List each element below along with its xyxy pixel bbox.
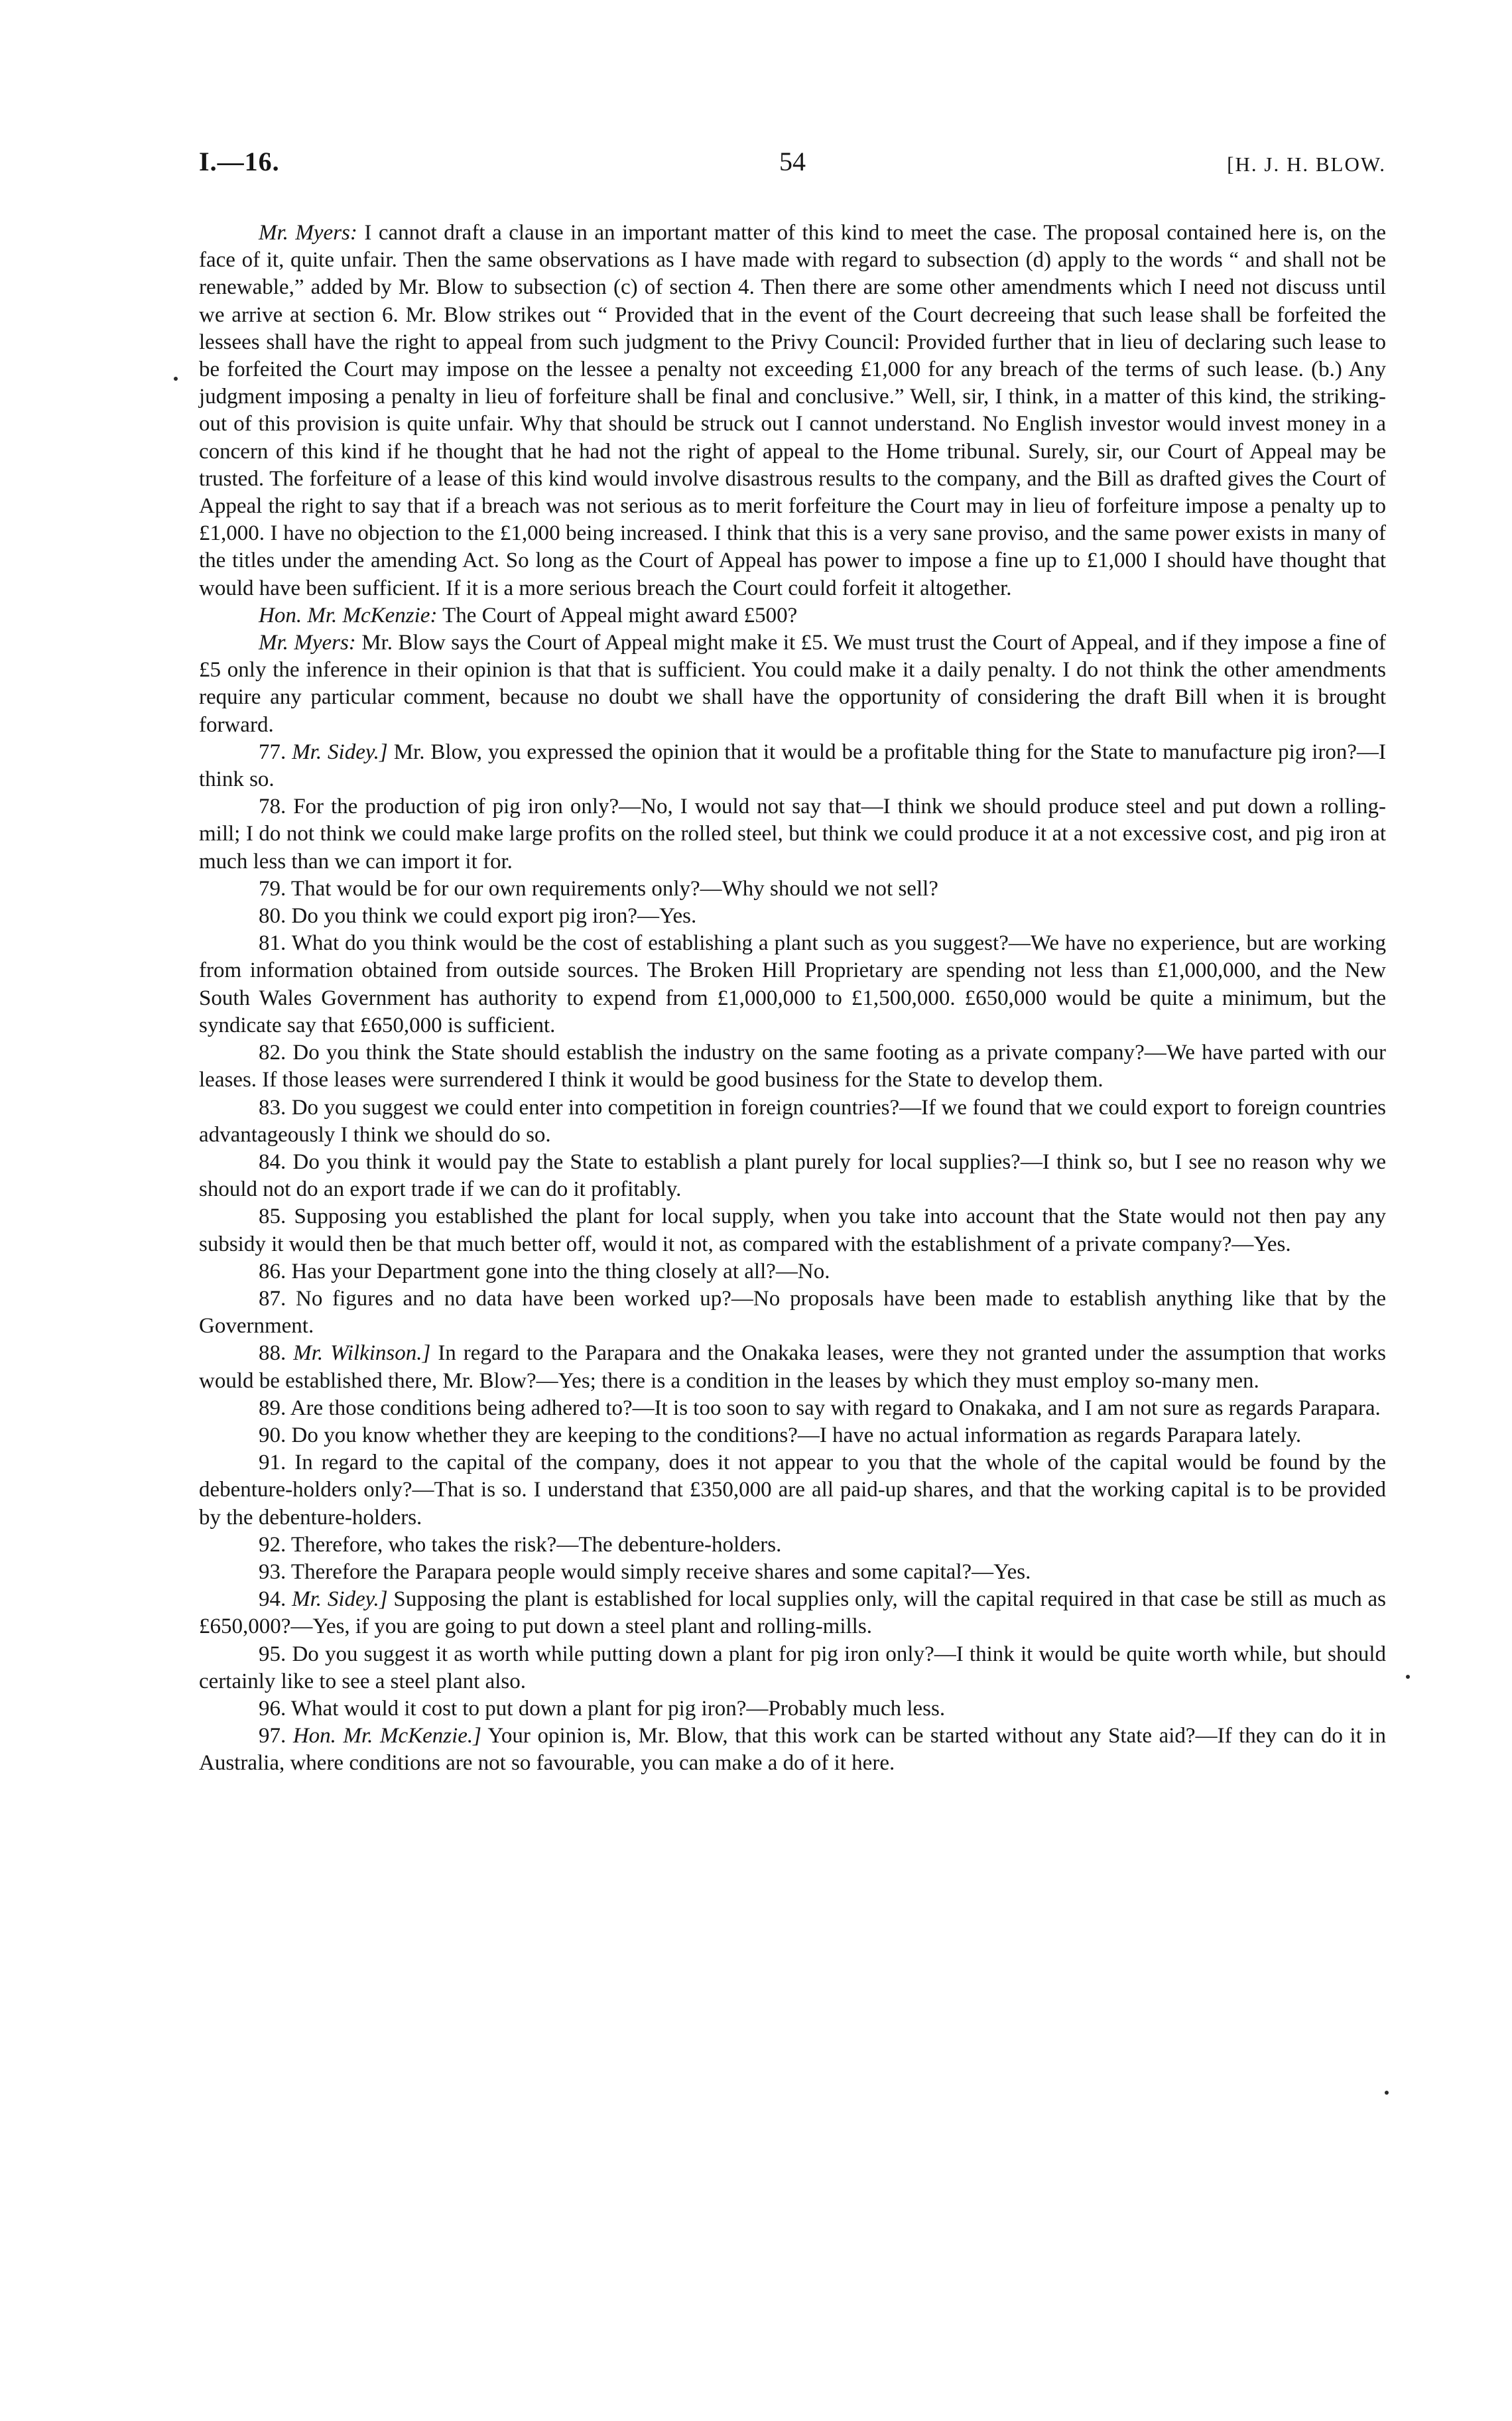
question-number: 97. [259,1724,293,1748]
question-number: 90. [259,1423,292,1447]
paragraph-text: Do you think the State should establish the industry on the same footing as a private company?—We have parted with our leases. If those leases were surrendered I think it would be good business for the State to develop them. [199,1041,1386,1092]
testimony-paragraph [199,1149,1386,1203]
paragraph-text: Mr. Blow says the Court of Appeal might make it £5. We must trust the Court of Appeal, and if they impose a fine of £5 only the inference in their opinion is that that is sufficient. You could make it a daily penalty. I do not think the other amendments require any particular comment, because no doubt we shall have the opportunity of considering the draft Bill when it is brought forward. [199,631,1386,737]
question-number: 84. [259,1149,293,1174]
paragraph-text: Are those conditions being adhered to?—It is too soon to say with regard to Onakaka, and I am not sure as regards Parapara. [290,1396,1381,1420]
testimony-paragraph [199,1532,1386,1559]
paragraph-text: Supposing you established the plant for local supply, when you take into account that the State would not then pay any subsidy it would then be that much better off, would it not, as compared with the establishment of a private company?—Yes. [199,1205,1386,1256]
testimony-paragraph [199,1258,1386,1285]
question-number: 81. [259,931,292,956]
testimony-paragraph [199,1340,1386,1394]
testimony-paragraph [199,1449,1386,1532]
page-header [199,143,1386,196]
speaker-name: Hon. Mr. McKenzie.] [292,1724,482,1748]
speaker-name: Mr. Sidey.] [292,740,388,764]
testimony-paragraph [199,1695,1386,1723]
testimony-paragraph [199,602,1386,629]
testimony-paragraph [199,1285,1386,1340]
document-page [199,143,1386,2385]
question-number: 96. [259,1696,291,1721]
paragraph-text: Do you suggest we could enter into competition in foreign countries?—If we found that we could export to foreign countries advantageously I think we should do so. [199,1095,1387,1147]
testimony-paragraph [199,1723,1386,1777]
testimony-paragraph [199,1559,1386,1586]
paragraph-text: Has your Department gone into the thing closely at all?—No. [291,1259,830,1283]
question-number: 82. [259,1041,293,1065]
paragraph-text: Do you suggest it as worth while putting down a plant for pig iron only?—I think it would be quite worth while, but should certainly like to see a steel plant also. [199,1642,1387,1693]
question-number: 95. [259,1642,292,1666]
question-number: 92. [259,1532,291,1557]
testimony-paragraph [199,876,1386,903]
question-number: 94. [259,1587,292,1612]
speaker-name: Mr. Myers: [259,221,357,245]
testimony-paragraph [199,1422,1386,1449]
paragraph-text: Do you think it would pay the State to establish a plant purely for local supplies?—I think so, but I see no reason why we should not do an export trade if we can do it profitably. [199,1149,1386,1202]
question-number: 88. [259,1341,294,1366]
paragraph-text: I cannot draft a clause in an important matter of this kind to meet the case. The proposal contained here is, on the face of it, quite unfair. Then the same observations as I have made with regard to subsection (d) apply to the words “ and shall not be renewable,” added by Mr. Blow to subsection (c) of section 4. Then there are some other amendments which I need not discuss until we arrive at section 6. Mr. Blow strikes out “ Provided that in the event of the Court decreeing that such lease shall be forfeited the lessees shall have the right to appeal from such judgment to the Privy Council: Provided further that in lieu of declaring such lease to be forfeited the Court may impose on the lessee a penalty not exceeding £1,000 for any breach of the terms of such lease. (b.) Any judgment imposing a penalty in lieu of forfeiture shall be final and conclusive.” Well, sir, I think, in a matter of this kind, the striking-out of this provision is quite unfair. Why that should be struck out I cannot understand. No English investor would invest money in a concern of this kind if he thought that he had not the right of appeal to the Home tribunal. Surely, sir, our Court of Appeal may be trusted. The forfeiture of a lease of this kind would involve disastrous results to the company, and the Bill as drafted gives the Court of Appeal the right to say that if a breach was not serious as to merit forfeiture the Court may in lieu of forfeiture impose a penalty up to £1,000. I have no objection to the £1,000 being increased. I think that this is a very sane proviso, and the same power exists in many of the titles under the amending Act. So long as the Court of Appeal has power to impose a fine up to £1,000 I should have thought that would have been sufficient. If it is a more serious breach the Court could forfeit it altogether. [199,221,1386,600]
paragraph-text: No figures and no data have been worked up?—No proposals have been made to establish anything like that by the Government. [199,1286,1386,1339]
question-number: 77. [259,740,292,764]
testimony-paragraph [199,739,1386,793]
question-number: 78. [259,795,294,819]
testimony-paragraph [199,930,1386,1039]
paragraph-text: Supposing the plant is established for local supplies only, will the capital required in that case be still as much as £650,000?—Yes, if you are going to put down a steel plant and rolling-mills. [199,1587,1387,1639]
question-number: 93. [259,1559,291,1584]
paragraph-text: For the production of pig iron only?—No, I would not say that—I think we should produce steel and put down a rolling-mill; I do not think we could make large profits on the rolled steel, but think we could produce it at a not excessive cost, and pig iron at much less than we can import it for. [199,795,1386,874]
witness-name: [H. J. H. BLOW. [1227,153,1386,176]
testimony-paragraph [199,1586,1386,1640]
question-number: 86. [259,1259,292,1283]
question-number: 91. [259,1451,295,1475]
paragraph-text: Therefore the Parapara people would simply receive shares and some capital?—Yes. [290,1559,1031,1584]
question-number: 85. [259,1205,294,1229]
margin-speck [174,377,178,381]
speaker-name: Mr. Myers: [259,631,356,655]
testimony-paragraph [199,629,1386,739]
paragraph-text: That would be for our own requirements only?—Why should we not sell? [290,876,938,901]
speaker-name: Hon. Mr. McKenzie: [259,603,438,627]
paragraph-text: Your opinion is, Mr. Blow, that this work can be started without any State aid?—If they can do it in Australia, where conditions are not so favourable, you can make a do of it here. [199,1724,1386,1776]
testimony-paragraph [199,1039,1386,1094]
testimony-paragraph [199,220,1386,602]
paragraph-text: What would it cost to put down a plant for pig iron?—Probably much less. [290,1696,946,1721]
evidence-body [199,220,1386,1778]
testimony-paragraph [199,1641,1386,1695]
paper-reference: I.—16. [199,147,280,176]
paragraph-text: What do you think would be the cost of establishing a plant such as you suggest?—We have no experience, but are working from information obtained from outside sources. The Broken Hill Proprietary are spending not less than £1,000,000, and the New South Wales Government has authority to expend from £1,000,000 to £1,500,000. £650,000 would be quite a minimum, but the syndicate say that £650,000 is sufficient. [199,931,1386,1037]
margin-speck [1406,1675,1410,1679]
question-number: 89. [259,1396,290,1420]
question-number: 87. [259,1286,296,1311]
paragraph-text: Do you know whether they are keeping to the conditions?—I have no actual information as regards Parapara lately. [291,1423,1302,1447]
paragraph-text: Mr. Blow, you expressed the opinion that it would be a profitable thing for the State to manufacture pig iron?—I think so. [199,740,1387,792]
testimony-paragraph [199,1395,1386,1422]
question-number: 79. [259,876,291,901]
speaker-name: Mr. Sidey.] [292,1587,388,1612]
testimony-paragraph [199,903,1386,930]
testimony-paragraph [199,1094,1386,1149]
paragraph-text: The Court of Appeal might award £500? [437,603,798,627]
testimony-paragraph [199,793,1386,876]
paragraph-text: Therefore, who takes the risk?—The debenture-holders. [290,1532,782,1557]
paragraph-text: In regard to the capital of the company, does it not appear to you that the whole of the capital would be found by the debenture-holders only?—That is so. I understand that £350,000 are all paid-up shares, and that the working capital is to be provided by the debenture-holders. [199,1451,1387,1530]
question-number: 80. [259,904,292,929]
speaker-name: Mr. Wilkinson.] [293,1341,431,1366]
question-number: 83. [259,1095,292,1120]
paragraph-text: Do you think we could export pig iron?—Yes. [291,904,697,929]
page-number: 54 [779,147,806,176]
testimony-paragraph [199,1203,1386,1258]
paragraph-text: In regard to the Parapara and the Onakaka leases, were they not granted under the assumption that works would be established there, Mr. Blow?—Yes; there is a condition in the leases by which they must employ so-many men. [199,1341,1387,1393]
margin-speck [1385,2091,1389,2095]
